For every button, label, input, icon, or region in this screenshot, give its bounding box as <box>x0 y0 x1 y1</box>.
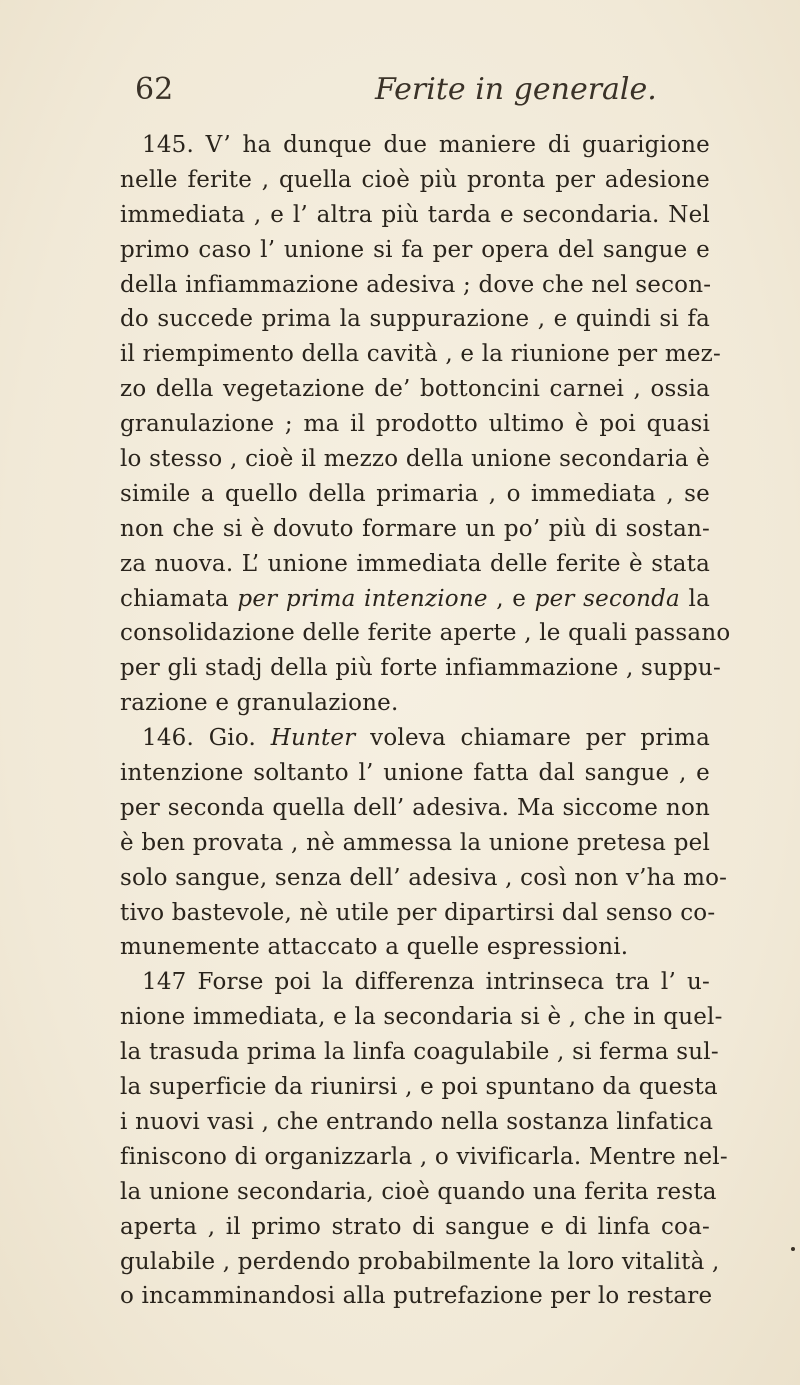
ink-speck <box>791 1247 795 1251</box>
text-line <box>120 965 710 1000</box>
italic-text: per prima intenzione <box>237 585 488 612</box>
text-line <box>120 512 710 547</box>
text-run: nelle ferite , quella cioè più pronta per adesione <box>120 166 710 193</box>
text-run: i nuovi vasi , che entrando nella sostanza linfatica <box>120 1108 714 1135</box>
text-line <box>120 233 710 268</box>
text-run: non che si è dovuto formare un po’ più di sostan- <box>120 515 710 542</box>
text-line <box>120 1035 719 1070</box>
text-run: simile a quello della primaria , o immediata , se <box>120 480 710 507</box>
text-line <box>120 721 710 756</box>
text-line <box>120 791 710 826</box>
text-run: za nuova. L’ unione immediata delle ferite è stata <box>120 550 710 577</box>
italic-text: per seconda <box>534 585 680 612</box>
text-line <box>120 896 716 931</box>
text-line <box>120 128 710 163</box>
text-line <box>120 547 710 582</box>
text-run: finiscono di organizzarla , o vivificarla. Mentre nel- <box>120 1143 728 1170</box>
text-run: intenzione soltanto l’ unione fatta dal sangue , e <box>120 760 710 787</box>
text-run: 147 Forse poi la differenza intrinseca tra l’ u- <box>142 969 710 996</box>
text-run: solo sangue, senza dell’ adesiva , così non v’ha mo- <box>120 864 728 891</box>
page-header <box>135 72 710 112</box>
text-line <box>120 930 710 965</box>
italic-text: Hunter <box>270 725 356 752</box>
text-line <box>120 302 710 337</box>
text-line <box>120 1000 723 1035</box>
text-run: 145. V’ ha dunque due maniere di guarigione <box>142 132 710 158</box>
text-line <box>120 372 710 407</box>
text-line <box>120 1105 714 1140</box>
text-line <box>120 1175 717 1210</box>
text-run: gulabile , perdendo probabilmente la loro vitalità , <box>120 1248 720 1275</box>
text-run: consolidazione delle ferite aperte , le quali passano <box>120 620 731 647</box>
text-line <box>120 1210 710 1245</box>
text-run: il riempimento della cavità , e la riunione per mez- <box>120 341 721 368</box>
text-line <box>120 686 710 721</box>
text-run: munemente attaccato a quelle espressioni. <box>120 934 629 961</box>
text-run: della infiammazione adesiva ; dove che nel secon- <box>120 271 712 298</box>
text-line <box>120 651 721 686</box>
text-run: la unione secondaria, cioè quando una ferita resta <box>120 1178 717 1205</box>
text-run: chiamata <box>120 585 238 612</box>
text-line <box>120 582 710 617</box>
text-line <box>120 1245 720 1280</box>
page-number: 62 <box>135 72 174 107</box>
text-run: la <box>679 585 710 612</box>
text-line <box>120 268 710 303</box>
text-run: voleva chiamare per prima <box>355 725 710 752</box>
text-run: immediata , e l’ altra più tarda e secondaria. Nel <box>120 201 710 228</box>
text-run: lo stesso , cioè il mezzo della unione secondaria è <box>120 446 710 473</box>
text-line <box>120 826 710 861</box>
text-run: la trasuda prima la linfa coagulabile , si ferma sul- <box>120 1039 719 1066</box>
text-line <box>120 407 710 442</box>
text-run: razione e granulazione. <box>120 690 399 717</box>
text-run: tivo bastevole, nè utile per dipartirsi dal senso co- <box>120 899 716 926</box>
text-run: per gli stadj della più forte infiammazione , suppu- <box>120 655 721 682</box>
text-line <box>120 861 728 896</box>
text-line <box>120 163 710 198</box>
text-line <box>120 1279 713 1314</box>
text-line <box>120 1140 728 1175</box>
text-run: la superficie da riunirsi , e poi spuntano da questa <box>120 1074 718 1101</box>
text-run: o incamminandosi alla putrefazione per lo restare <box>120 1283 713 1310</box>
text-run: zo della vegetazione de’ bottoncini carnei , ossia <box>120 376 710 403</box>
text-line <box>120 198 710 233</box>
text-run: granulazione ; ma il prodotto ultimo è poi quasi <box>120 411 710 438</box>
running-title: Ferite in generale. <box>375 72 657 107</box>
text-line <box>120 1070 718 1105</box>
text-run: è ben provata , nè ammessa la unione pretesa pel <box>120 829 710 856</box>
text-run: do succede prima la suppurazione , e quindi si fa <box>120 306 710 333</box>
text-run: primo caso l’ unione si fa per opera del sangue e <box>120 236 710 263</box>
text-run: nione immediata, e la secondaria si è , che in quel- <box>120 1004 723 1031</box>
text-line <box>120 616 731 651</box>
text-run: per seconda quella dell’ adesiva. Ma siccome non <box>120 794 710 821</box>
text-line <box>120 756 710 791</box>
text-line <box>120 337 721 372</box>
text-run: 146. Gio. <box>142 725 271 752</box>
text-run: aperta , il primo strato di sangue e di linfa coa- <box>120 1213 710 1240</box>
text-line <box>120 477 710 512</box>
text-line <box>120 442 710 477</box>
body-text <box>120 128 731 1314</box>
text-run: , e <box>487 585 535 612</box>
